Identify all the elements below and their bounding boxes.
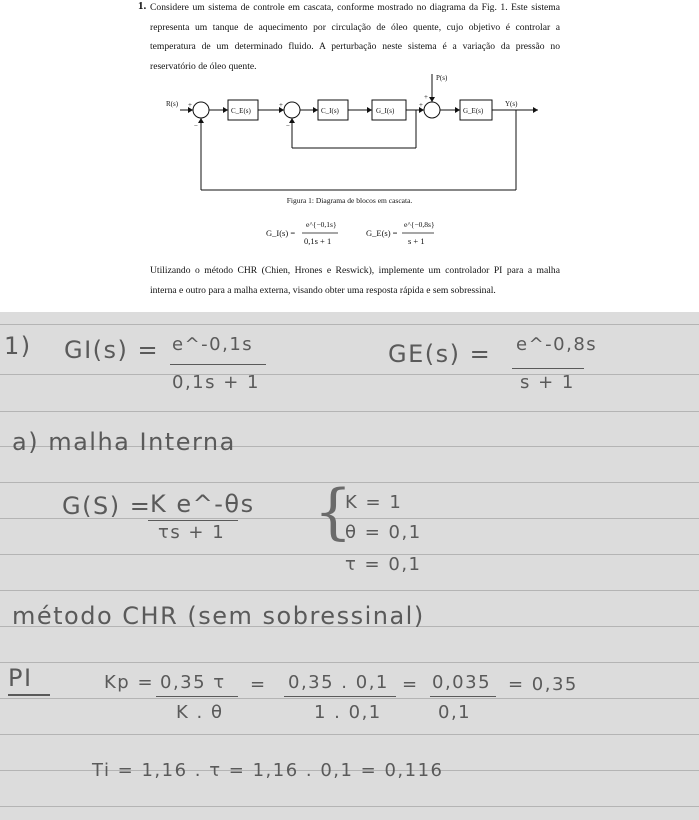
block-gi: G_I(s) <box>376 107 395 115</box>
hw-gi-lhs: GI(s) = <box>64 336 160 364</box>
diagram-input-label: R(s) <box>166 100 179 108</box>
task-statement: Utilizando o método CHR (Chien, Hrones e Reswick), implemente um controlador PI para a malha interna e outro para a malha externa, visando obter uma resposta rápida e sem sobressinal. <box>150 265 560 296</box>
parameter-brace: { <box>314 477 353 547</box>
sign-inner-minus: − <box>286 122 290 130</box>
sign-dist-plus-left: + <box>419 101 423 109</box>
ge-num: e^{−0,8s} <box>404 220 435 229</box>
pi-label: PI <box>8 664 33 692</box>
block-ge: G_E(s) <box>463 107 484 115</box>
hw-ge-lhs: GE(s) = <box>388 340 492 368</box>
kp-result: = 0,35 <box>508 674 578 695</box>
diagram-disturbance-label: P(s) <box>436 74 448 82</box>
sign-outer-plus: + <box>188 101 192 109</box>
kp-frac-num: 0,035 <box>432 672 492 693</box>
gi-den: 0,1s + 1 <box>304 236 332 246</box>
kp-frac-bar <box>430 696 496 697</box>
kp-eq2: = <box>402 674 419 695</box>
hw-gi-fraction-bar <box>170 364 266 365</box>
kp-frac-den: 0,1 <box>438 702 472 723</box>
block-diagram <box>160 70 560 200</box>
ruled-line <box>0 324 699 325</box>
gi-lhs: G_I(s) = <box>266 228 296 238</box>
pi-underline <box>8 694 50 696</box>
ruled-line <box>0 806 699 807</box>
kp-sub-bar <box>284 696 396 697</box>
kp-sub-den: 1 . 0,1 <box>314 702 382 723</box>
kp-expr-num: 0,35 τ <box>160 672 226 693</box>
hw-ge-num: e^-0,8s <box>516 334 598 355</box>
kp-eq1: = <box>250 674 267 695</box>
block-ci: C_I(s) <box>321 107 339 115</box>
ruled-line <box>0 698 699 699</box>
hw-gi-den: 0,1s + 1 <box>172 372 260 393</box>
hw-gi-num: e^-0,1s <box>172 334 254 355</box>
sign-outer-minus: − <box>194 122 198 130</box>
ti-line: Ti = 1,16 . τ = 1,16 . 0,1 = 0,116 <box>92 760 444 781</box>
param-tau: τ = 0,1 <box>345 554 422 575</box>
question-intro: Considere um sistema de controle em cascata, conforme mostrado no diagrama da Fig. 1. Este sistema representa um tanque de aquecimento por circulação de óleo quente, cujo objetivo é controlar a temperatura de um determinado fluido. A perturbação neste sistema é a variação da pressão no reservatório de óleo quente. <box>150 2 560 72</box>
hw-ge-fraction-bar <box>512 368 584 369</box>
hw-g-fraction-bar <box>148 520 238 521</box>
hw-ge-den: s + 1 <box>520 372 575 393</box>
sign-inner-plus: + <box>279 101 283 109</box>
ruled-line <box>0 734 699 735</box>
kp-expr-bar <box>156 696 238 697</box>
question-number: 1. <box>138 0 147 12</box>
param-theta: θ = 0,1 <box>345 522 422 543</box>
param-k: K = 1 <box>345 492 403 513</box>
diagram-output-label: Y(s) <box>505 100 518 108</box>
printed-exercise <box>0 0 699 312</box>
part-a-heading: a) malha Interna <box>12 428 236 456</box>
ruled-line <box>0 590 699 591</box>
ruled-line <box>0 411 699 412</box>
ge-lhs: G_E(s) = <box>366 228 398 238</box>
hw-g-lhs: G(S) = <box>62 492 152 520</box>
handwritten-notebook <box>0 312 699 820</box>
figure-caption: Figura 1: Diagrama de blocos em cascata. <box>286 196 413 205</box>
kp-sub-num: 0,35 . 0,1 <box>288 672 389 693</box>
kp-lhs: Kp = <box>104 672 155 693</box>
item-number: 1) <box>4 332 32 360</box>
gi-num: e^{−0,1s} <box>306 220 337 229</box>
hw-g-den: τs + 1 <box>158 522 226 543</box>
kp-expr-den: K . θ <box>176 702 224 723</box>
block-ce: C_E(s) <box>231 107 251 115</box>
sign-dist-plus-top: + <box>424 93 428 101</box>
ge-den: s + 1 <box>408 236 425 246</box>
ruled-line <box>0 374 699 375</box>
transfer-functions <box>262 216 562 250</box>
ruled-line <box>0 662 699 663</box>
method-heading: método CHR (sem sobressinal) <box>12 602 425 630</box>
hw-g-num: K e^-θs <box>150 490 255 518</box>
